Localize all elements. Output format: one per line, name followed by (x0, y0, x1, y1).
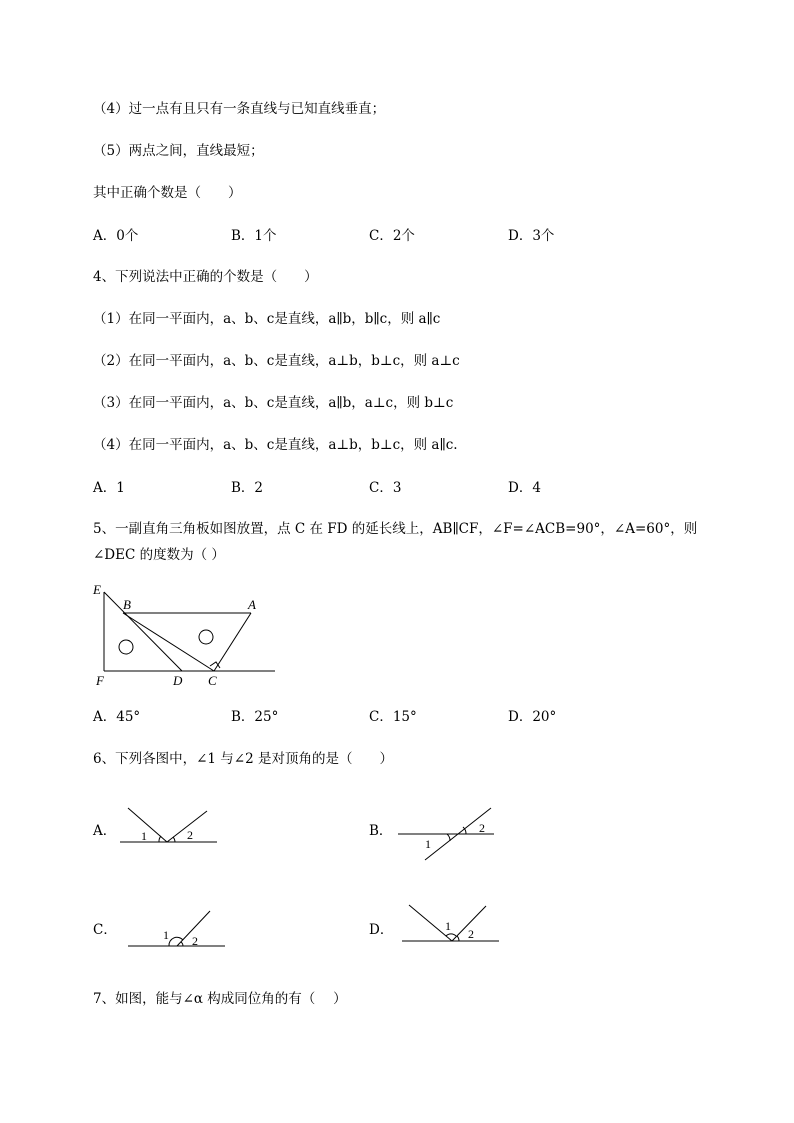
q4-statement-4: （4）在同一平面内，a、b、c是直线，a⊥b，b⊥c，则 a∥c. (93, 437, 458, 453)
q5-option-d[interactable]: D．20° (508, 709, 557, 725)
q6-stem: 6、下列各图中，∠1 与∠2 是对顶角的是（ ） (93, 751, 393, 767)
q5-right-angle-mark (210, 662, 220, 668)
q6-option-a-label[interactable]: A． (93, 823, 117, 839)
q6-figure-a[interactable] (115, 805, 225, 850)
q6c-angle-1: 1 (163, 928, 169, 942)
q3-option-b[interactable]: B．1个 (231, 228, 277, 244)
q3-prompt: 其中正确个数是（ ） (93, 185, 242, 201)
q5-label-c: C (208, 673, 217, 688)
q6-figure-d[interactable] (400, 902, 505, 947)
q4-option-a[interactable]: A．1 (93, 480, 125, 496)
q5-circle-left (119, 640, 133, 654)
q6b-angle-1: 1 (425, 837, 431, 851)
q4-statement-1: （1）在同一平面内，a、b、c是直线，a∥b，b∥c，则 a∥c (93, 311, 441, 327)
q6-option-d-label[interactable]: D． (369, 922, 394, 938)
q5-triangle-figure (85, 578, 285, 690)
q3-item-4: （4）过一点有且只有一条直线与已知直线垂直； (93, 101, 386, 117)
q6-figure-c[interactable] (125, 908, 230, 953)
q6-figure-b[interactable] (395, 805, 505, 863)
q5-label-a: A (248, 597, 256, 612)
q5-label-f: F (96, 673, 104, 688)
q4-statement-2: （2）在同一平面内，a、b、c是直线，a⊥b，b⊥c，则 a⊥c (93, 353, 460, 369)
q5-circle-right (199, 630, 213, 644)
q6a-angle-2: 2 (187, 828, 193, 842)
q6b-angle-2: 2 (479, 821, 485, 835)
q5-label-d: D (173, 673, 183, 688)
q3-item-5: （5）两点之间，直线最短； (93, 143, 264, 159)
q6-option-b-label[interactable]: B． (369, 823, 393, 839)
q6a-angle-1: 1 (141, 829, 147, 843)
q5-segment-ed (104, 592, 182, 671)
q3-option-c[interactable]: C．2个 (369, 228, 415, 244)
q7-stem: 7、如图，能与∠α 构成同位角的有（ ） (93, 991, 347, 1007)
q6d-angle-2: 2 (468, 927, 474, 941)
q4-option-b[interactable]: B．2 (231, 480, 264, 496)
q3-option-d[interactable]: D．3个 (508, 228, 555, 244)
q5-option-a[interactable]: A．45° (93, 709, 141, 725)
q5-label-b: B (123, 597, 131, 612)
q4-option-c[interactable]: C．3 (369, 480, 402, 496)
q5-segment-ac (214, 613, 251, 671)
q5-label-e: E (93, 582, 101, 597)
q4-statement-3: （3）在同一平面内，a、b、c是直线，a∥b，a⊥c，则 b⊥c (93, 395, 454, 411)
q6c-angle-2: 2 (192, 934, 198, 948)
q5-option-b[interactable]: B．25° (231, 709, 279, 725)
q5-option-c[interactable]: C．15° (369, 709, 417, 725)
q5-segment-bc (123, 613, 214, 671)
q3-option-a[interactable]: A．0个 (93, 228, 139, 244)
q6-option-c-label[interactable]: C． (93, 922, 117, 938)
q6d-angle-1: 1 (445, 919, 451, 933)
q5-stem-line2: ∠DEC 的度数为（ ） (93, 547, 225, 563)
q4-option-d[interactable]: D．4 (508, 480, 541, 496)
q5-stem-line1: 5、一副直角三角板如图放置，点 C 在 FD 的延长线上，AB∥CF，∠F=∠ACB=90°，∠A=60°，则 (93, 521, 698, 537)
q4-stem: 4、下列说法中正确的个数是（ ） (93, 269, 318, 285)
